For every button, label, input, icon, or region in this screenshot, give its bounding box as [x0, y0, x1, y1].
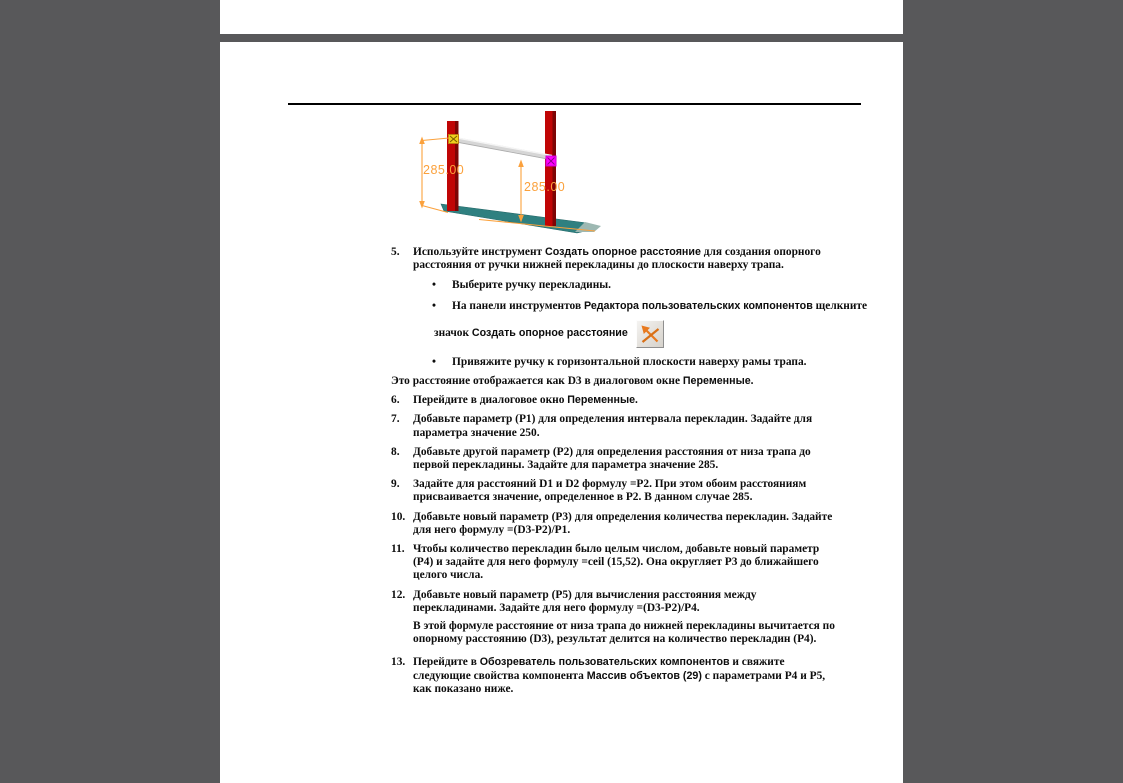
bullet-item	[432, 299, 868, 313]
list-item-body	[413, 413, 837, 439]
model-figure	[417, 111, 622, 244]
list-item-body	[413, 394, 837, 407]
list-item-subtext	[413, 620, 837, 646]
text-segment: На панели инструментов	[452, 299, 584, 312]
text-segment: Чтобы количество перекладин было целым числом, добавьте новый параметр (P4) и задайте для него формулу =ceil (15,52). Она округляет P3 до ближайшего целого числа.	[413, 543, 820, 582]
list-item-body	[413, 656, 837, 696]
create-reference-distance-button	[636, 320, 664, 348]
list-item-body	[413, 478, 837, 504]
icon-line	[434, 319, 837, 349]
ui-element-name: Переменные	[682, 375, 751, 388]
document-page	[220, 42, 903, 783]
text-segment: значок	[434, 327, 472, 340]
ui-element-name: Создать опорное расстояние	[471, 327, 628, 340]
right-column-shade	[553, 111, 557, 226]
list-item-text	[413, 656, 837, 696]
list-item-text	[413, 446, 837, 472]
list-item-body	[413, 511, 837, 537]
text-segment: Перейдите в	[413, 656, 480, 669]
list-item	[391, 413, 1053, 439]
list-item-text	[413, 478, 837, 504]
ui-element-name: Массив объектов (29)	[586, 669, 702, 682]
list-item-number: 11.	[391, 543, 405, 556]
text-segment: В этой формуле расстояние от низа трапа до нижней перекладины вычитается по опорному расстоянию (D3), результат делится на количество перекладин (P4).	[413, 620, 835, 646]
left-dimension-arrow-bottom	[419, 201, 425, 209]
magenta-handle	[546, 156, 556, 166]
text-segment: Это расстояние отображается как D3 в диалоговом окне	[391, 375, 683, 388]
text-segment: Привяжите ручку к горизонтальной плоскости наверху рамы трапа.	[452, 355, 807, 368]
text-segment: Добавьте новый параметр (P3) для определения количества перекладин. Задайте для него формулу =(D3-P2)/P1.	[413, 510, 833, 536]
text-segment: Используйте инструмент	[413, 246, 545, 258]
text-segment: Перейдите в диалоговое окно	[413, 394, 568, 407]
text-segment: .	[635, 394, 638, 407]
list-item-number: 5.	[391, 246, 400, 258]
ui-element-name: Создать опорное расстояние	[545, 246, 701, 258]
text-segment: Добавьте новый параметр (P5) для вычисления расстояния между перекладинами. Задайте для него формулу =(D3-P2)/P4.	[413, 588, 757, 614]
bullet-item	[432, 279, 837, 292]
bullet-marker: •	[432, 299, 436, 312]
bullet-text	[452, 356, 807, 369]
header-rule	[288, 103, 861, 105]
list-item-number: 8.	[391, 445, 400, 458]
list-item-body	[413, 589, 837, 647]
list-item-text	[413, 246, 837, 272]
text-segment: Задайте для расстояний D1 и D2 формулу =P2. При этом обоим расстояниям присваивается значение, определенное в P2. В данном случае 285.	[413, 478, 807, 504]
list-item-note	[391, 375, 1053, 388]
text-segment: Добавьте другой параметр (P2) для определения расстояния от низа трапа до первой перекладины. Задайте для параметра значение 285.	[413, 445, 811, 472]
rail-beam-shadow	[455, 142, 552, 160]
bullet-text	[452, 300, 867, 313]
bullet-marker: •	[432, 279, 436, 292]
list-item-body	[413, 446, 837, 472]
list-item	[391, 656, 1053, 696]
list-item-text	[413, 511, 837, 537]
previous-page-bottom	[220, 0, 903, 34]
instruction-list	[391, 246, 1053, 696]
list-item-body	[413, 543, 837, 583]
list-item-text	[413, 543, 837, 583]
ui-element-name: Обозреватель пользовательских компонентов	[479, 656, 730, 669]
bullet-text	[452, 279, 611, 292]
text-segment: Добавьте параметр (P1) для определения интервала перекладин. Задайте для параметра значение 250.	[413, 413, 813, 439]
yellow-handle	[449, 135, 459, 144]
right-column	[545, 111, 553, 226]
list-item	[391, 478, 1053, 504]
list-item	[391, 394, 1053, 407]
rail-beam-highlight	[455, 138, 552, 156]
list-item-number: 9.	[391, 478, 400, 491]
bullet-item	[432, 356, 837, 369]
text-segment: для создания опорного расстояния от ручки нижней перекладины до плоскости наверху трапа.	[413, 246, 821, 272]
middle-dimension-arrow-top	[518, 160, 524, 168]
list-item-text	[413, 394, 837, 407]
list-item	[391, 246, 1053, 369]
ui-element-name: Переменные	[567, 394, 636, 407]
list-item-number: 6.	[391, 394, 400, 407]
list-item-body	[413, 246, 868, 369]
list-item-text	[413, 589, 837, 615]
list-item-number: 13.	[391, 656, 406, 669]
text-segment: Выберите ручку перекладины.	[452, 279, 612, 292]
list-item	[391, 511, 1053, 537]
dimension-label-middle: 285.00	[524, 180, 566, 194]
list-item	[391, 589, 1053, 647]
list-item-number: 12.	[391, 588, 406, 601]
list-item	[391, 446, 1053, 472]
list-item-number: 7.	[391, 413, 400, 426]
bullet-marker: •	[432, 355, 436, 368]
ui-element-name: Редактора пользовательских компонентов	[583, 299, 813, 312]
icon-line-text	[434, 327, 628, 340]
list-item-number: 10.	[391, 510, 406, 523]
text-segment: щелкните	[812, 299, 868, 312]
text-segment: и свяжите следующие свойства компонента	[413, 656, 785, 682]
reference-distance-icon	[639, 323, 661, 345]
dimension-label-left: 285.00	[423, 163, 465, 177]
list-item	[391, 543, 1053, 583]
list-item-text	[413, 413, 837, 439]
text-segment: .	[750, 375, 754, 388]
text-segment: с параметрами P4 и P5, как показано ниже.	[413, 669, 826, 695]
